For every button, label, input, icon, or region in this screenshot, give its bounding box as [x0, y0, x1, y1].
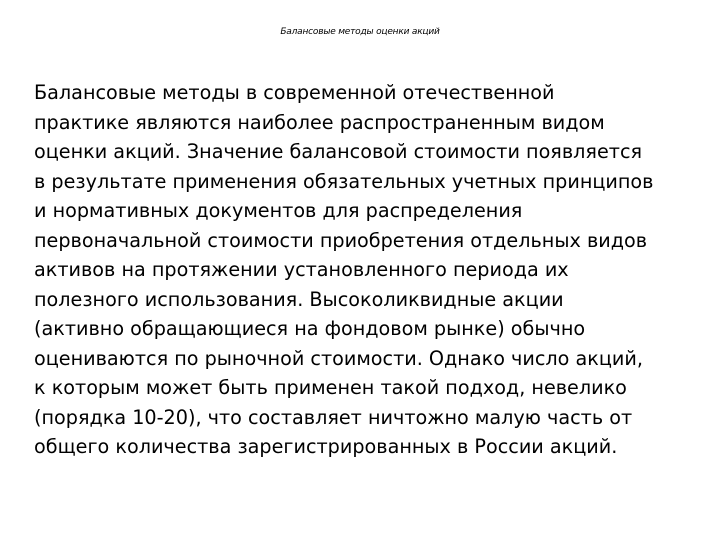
body-line: общего количества зарегистрированных в России акций.: [34, 435, 618, 458]
slide-title: Балансовые методы оценки акций: [280, 27, 440, 37]
body-line: (активно обращающиеся на фондовом рынке) обычно: [34, 317, 586, 340]
body-line: практике являются наиболее распространенным видом: [34, 110, 605, 134]
body-line: первоначальной стоимости приобретения отдельных видов: [34, 228, 648, 252]
body-line: в результате применения обязательных учетных принципов: [34, 169, 654, 193]
body-line: и нормативных документов для распределения: [34, 199, 523, 222]
body-line: к которым может быть применен такой подход, невелико: [34, 376, 627, 399]
body-line: активов на протяжении установленного периода их: [34, 258, 569, 281]
body-line: полезного использования. Высоколиквидные акции: [34, 287, 564, 311]
body-line: (порядка 10-20), что составляет ничтожно малую часть от: [34, 405, 633, 429]
body-line: Балансовые методы в современной отечественной: [34, 81, 555, 104]
body-line: оцениваются по рыночной стоимости. Однако число акций,: [34, 346, 643, 370]
body-line: оценки акций. Значение балансовой стоимости появляется: [34, 140, 643, 163]
slide-body-text: [34, 78, 704, 462]
